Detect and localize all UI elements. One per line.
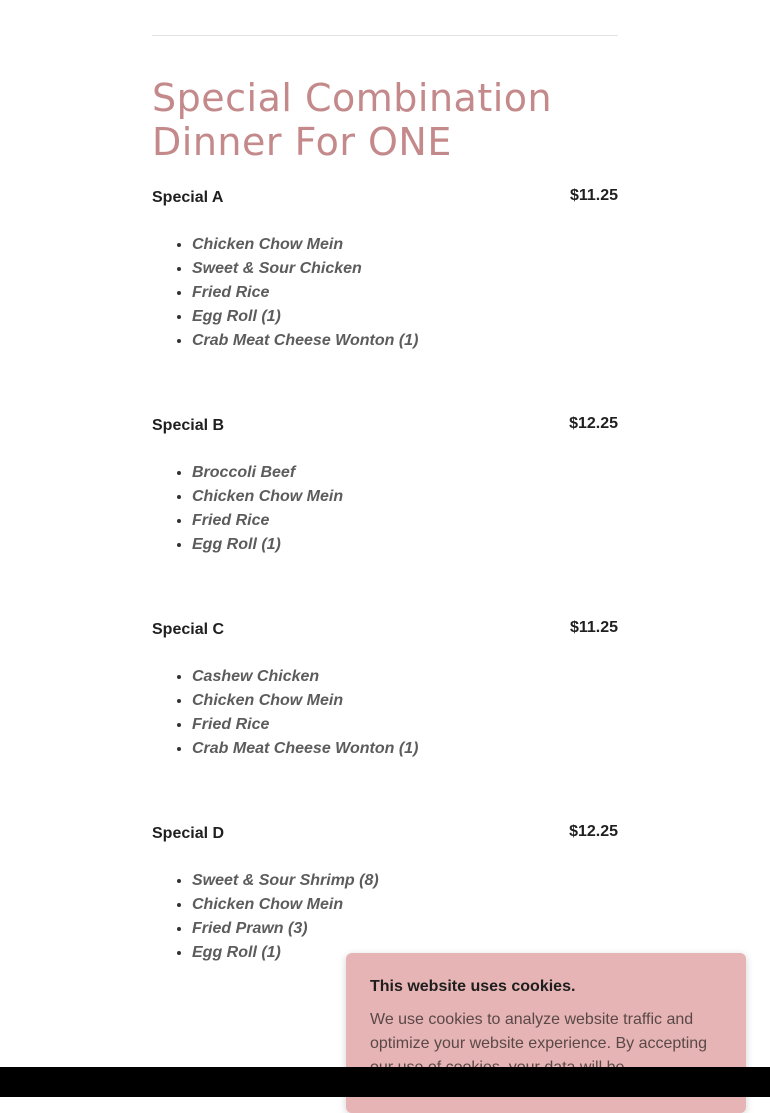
special-name: Special D — [152, 825, 225, 842]
special-d — [152, 823, 618, 965]
special-header — [152, 415, 618, 441]
special-header — [152, 187, 618, 213]
list-item: • Sweet & Sour Shrimp (8) — [192, 869, 618, 893]
list-item: • Egg Roll (1) — [192, 305, 618, 329]
special-header — [152, 619, 618, 645]
list-item: • Fried Rice — [192, 713, 618, 737]
special-price: $12.25 — [569, 823, 618, 840]
list-item: • Egg Roll (1) — [192, 533, 618, 557]
list-item: • Fried Prawn (3) — [192, 917, 618, 941]
list-item: • Egg Roll (1) — [192, 941, 618, 965]
list-item: • Fried Rice — [192, 281, 618, 305]
special-name: Special B — [152, 417, 225, 434]
list-item: • Crab Meat Cheese Wonton (1) — [192, 737, 618, 761]
special-price: $11.25 — [569, 619, 618, 636]
list-item: • Broccoli Beef — [192, 461, 618, 485]
list-item: • Cashew Chicken — [192, 665, 618, 689]
list-item: • Fried Rice — [192, 509, 618, 533]
bottom-bar — [0, 1067, 770, 1097]
special-price: $12.25 — [569, 415, 618, 432]
list-item: • Chicken Chow Mein — [192, 893, 618, 917]
section-divider — [152, 35, 618, 36]
list-item: • Chicken Chow Mein — [192, 485, 618, 509]
list-item: • Sweet & Sour Chicken — [192, 257, 618, 281]
list-item: • Chicken Chow Mein — [192, 233, 618, 257]
special-name: Special A — [152, 189, 224, 206]
special-c — [152, 619, 618, 761]
special-b — [152, 415, 618, 557]
item-list — [152, 233, 618, 353]
cookie-text: We use cookies to analyze website traffic and optimize your website experience. By accepting — [370, 1011, 708, 1052]
list-item: • Chicken Chow Mein — [192, 689, 618, 713]
special-header — [152, 823, 618, 849]
special-price: $11.25 — [569, 187, 618, 204]
list-item: • Crab Meat Cheese Wonton (1) — [192, 329, 618, 353]
special-name: Special C — [152, 621, 225, 638]
section-title: Special Combination Dinner For ONE — [152, 76, 553, 164]
cookie-title: This website uses cookies. — [370, 978, 576, 995]
special-a — [152, 187, 618, 353]
item-list — [152, 461, 618, 557]
item-list — [152, 869, 618, 965]
item-list — [152, 665, 618, 761]
